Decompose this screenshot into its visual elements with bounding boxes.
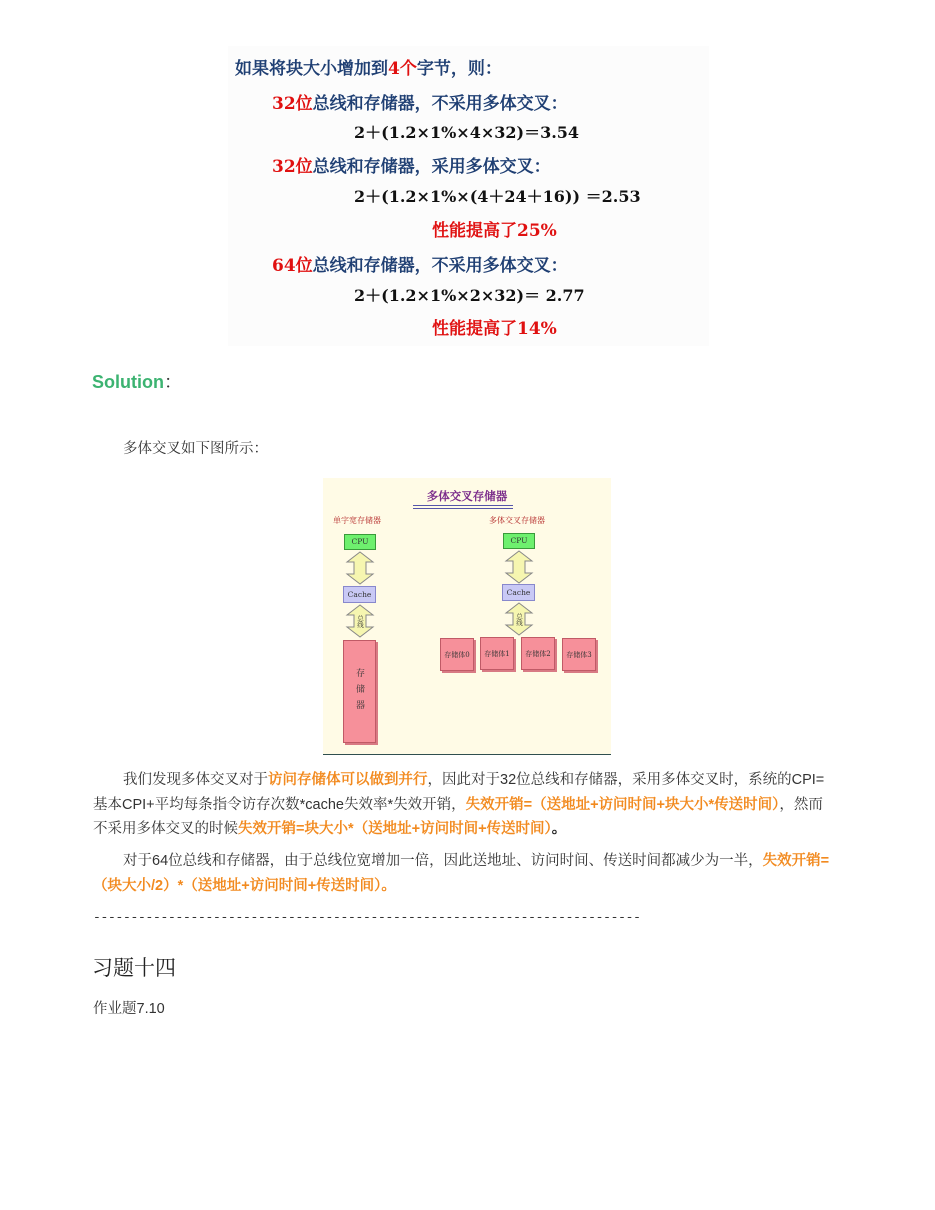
double-arrow-icon (345, 551, 375, 585)
case2-heading (272, 152, 551, 177)
bit64-text: 对于64位总线和存储器，由于总线位宽增加一倍，因此送地址、访问时间、传送时间都减少为一半， (123, 853, 763, 869)
cpu-box-right: CPU (503, 533, 535, 549)
case1-bits: 32位 (272, 94, 313, 114)
diagram-title: 多体交叉存储器 (426, 489, 508, 503)
analysis-highlight-3: 失效开销=块大小*（送地址+访问时间+传送时间） (238, 821, 552, 837)
intro-text-end: 字节，则： (416, 59, 502, 79)
case2-formula: 2＋(1.2×1%×(4＋24＋16)) ＝2.53 (354, 187, 641, 206)
memory-bank-3: 存储体3 (562, 638, 596, 671)
case1-formula: 2＋(1.2×1%×4×32)＝3.54 (354, 123, 580, 142)
interleaved-memory-diagram (323, 478, 611, 755)
double-arrow-icon (504, 550, 534, 584)
diagram-title-underline (413, 505, 513, 509)
memory-block-left: 存储器 (343, 640, 376, 743)
bus-label-right: 总线 (515, 612, 523, 626)
paragraph-64bit (93, 849, 835, 898)
case2-bits: 32位 (272, 157, 313, 177)
case2-text: 总线和存储器，采用多体交叉： (312, 157, 551, 177)
analysis-end: 。 (551, 821, 567, 837)
slide-image (228, 46, 709, 346)
case3-gain: 性能提高了14% (432, 319, 557, 339)
paragraph-analysis (93, 768, 835, 842)
cache-box-left: Cache (343, 586, 376, 603)
intro-highlight: 4个 (388, 59, 417, 79)
paragraph-intro: 多体交叉如下图所示： (123, 441, 268, 457)
memory-bank-0: 存储体0 (440, 638, 474, 671)
diagram-right-label: 多体交叉存储器 (489, 516, 545, 525)
dashed-divider: ------------------------------------------------------------------------- (93, 910, 641, 925)
analysis-highlight-2: 失效开销=（送地址+访问时间+块大小*传送时间） (465, 796, 780, 813)
bit64-highlight: 失效开销=（块大小/2）*（送地址+访问时间+传送时间）。 (93, 853, 830, 894)
homework-label: 作业题7.10 (93, 1001, 165, 1017)
case3-text: 总线和存储器，不采用多体交叉： (312, 256, 568, 276)
analysis-text-1: 我们发现多体交叉对于 (123, 772, 268, 788)
case3-formula: 2＋(1.2×1%×2×32)＝ 2.77 (354, 286, 585, 305)
case1-text: 总线和存储器，不采用多体交叉： (312, 94, 568, 114)
case2-gain: 性能提高了25% (432, 221, 557, 241)
analysis-text-3: ，然而不采用多体交叉的时候 (93, 796, 823, 837)
slide-intro (235, 54, 502, 79)
cache-box-right: Cache (502, 584, 535, 601)
analysis-highlight-1: 访问存储体可以做到并行 (268, 772, 428, 788)
diagram-left-label: 单字宽存储器 (333, 516, 381, 525)
cpu-box-left: CPU (344, 534, 376, 550)
memory-bank-1: 存储体1 (480, 637, 514, 670)
intro-text: 如果将块大小增加到 (235, 59, 388, 79)
analysis-text-2: ，因此对于32位总线和存储器，采用多体交叉时，系统的CPI=基本CPI+平均每条指令访存次数*cache失效率*失效开销， (93, 772, 825, 813)
solution-colon: ： (163, 372, 182, 392)
case1-heading (272, 89, 568, 114)
solution-label: Solution (92, 372, 164, 392)
solution-heading (92, 368, 182, 394)
bus-label-left: 总线 (356, 614, 364, 628)
case3-heading (272, 251, 568, 276)
memory-bank-2: 存储体2 (521, 637, 555, 670)
case3-bits: 64位 (272, 256, 313, 276)
section-title: 习题十四 (92, 957, 176, 980)
